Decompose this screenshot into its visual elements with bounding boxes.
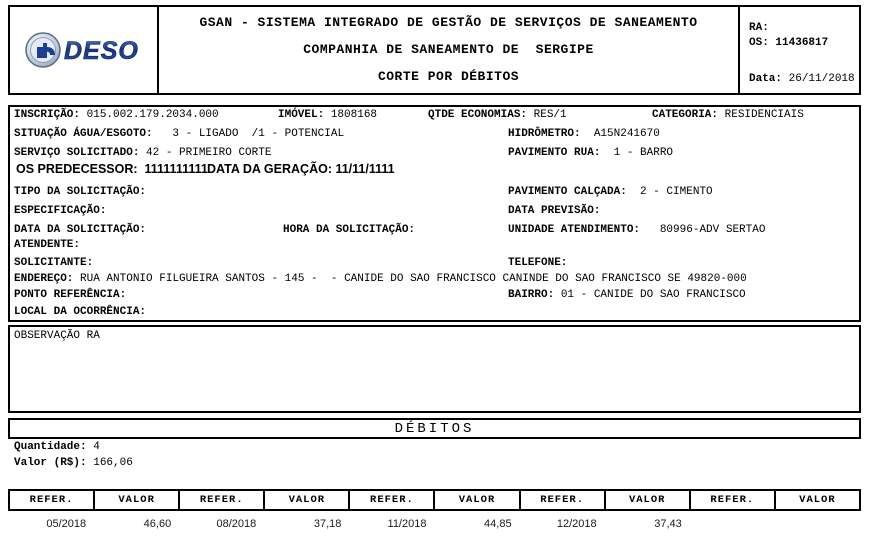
debitos-table-header-row bbox=[9, 490, 860, 510]
document-header bbox=[8, 5, 861, 95]
date-field bbox=[749, 72, 855, 87]
col-header-refer: REFER. bbox=[520, 490, 605, 510]
system-title: GSAN - SISTEMA INTEGRADO DE GESTÃO DE SERVIÇOS DE SANEAMENTO bbox=[199, 15, 698, 30]
os-label: OS: bbox=[749, 37, 769, 49]
cell-valor: 37,18 bbox=[313, 518, 342, 530]
field-data-solicitacao: DATA DA SOLICITAÇÃO: bbox=[14, 224, 147, 236]
col-header-valor: VALOR bbox=[94, 490, 179, 510]
os-field bbox=[749, 36, 855, 51]
debitos-table bbox=[8, 489, 861, 531]
field-especificacao: ESPECIFICAÇÃO: bbox=[14, 205, 107, 217]
os-value: 11436817 bbox=[768, 37, 829, 49]
debitos-section-header bbox=[8, 418, 861, 439]
col-header-valor: VALOR bbox=[434, 490, 519, 510]
col-header-valor: VALOR bbox=[775, 490, 860, 510]
col-header-refer: REFER. bbox=[349, 490, 434, 510]
field-hidrometro: HIDRÔMETRO: A15N241670 bbox=[508, 128, 660, 140]
col-header-valor: VALOR bbox=[264, 490, 349, 510]
logo-wordmark: DESO bbox=[63, 37, 139, 65]
field-qtde-economias: QTDE ECONOMIAS: RES/1 bbox=[428, 109, 567, 121]
header-titles bbox=[159, 7, 738, 93]
ra-field bbox=[749, 21, 855, 36]
field-data-geracao: DATA DA GERAÇÃO: 11/11/1111 bbox=[207, 162, 395, 176]
col-header-refer: REFER. bbox=[690, 490, 775, 510]
cell-refer: 08/2018 bbox=[216, 518, 257, 530]
date-label: Data: bbox=[749, 73, 783, 85]
deso-logo bbox=[10, 7, 159, 93]
observacao-ra-box bbox=[8, 325, 861, 413]
col-header-refer: REFER. bbox=[9, 490, 94, 510]
field-ponto-referencia: PONTO REFERÊNCIA: bbox=[14, 289, 127, 301]
field-telefone: TELEFONE: bbox=[508, 257, 568, 269]
field-imovel: IMÓVEL: 1808168 bbox=[278, 109, 378, 121]
field-valor-total: Valor (R$): 166,06 bbox=[14, 457, 133, 469]
field-tipo-solicitacao: TIPO DA SOLICITAÇÃO: bbox=[14, 186, 147, 198]
cell-valor: 37,43 bbox=[654, 518, 682, 530]
field-quantidade: Quantidade: 4 bbox=[14, 441, 100, 453]
field-situacao-agua-esgoto: SITUAÇÃO ÁGUA/ESGOTO: 3 - LIGADO /1 - POTENCIAL bbox=[14, 128, 345, 140]
field-servico-solicitado: SERVIÇO SOLICITADO: 42 - PRIMEIRO CORTE bbox=[14, 147, 272, 159]
field-atendente: ATENDENTE: bbox=[14, 239, 81, 251]
debitos-title: DÉBITOS bbox=[394, 420, 475, 437]
cell-refer: 11/2018 bbox=[387, 518, 427, 530]
col-header-refer: REFER. bbox=[179, 490, 264, 510]
field-solicitante: SOLICITANTE: bbox=[14, 257, 94, 269]
deso-logo-image bbox=[22, 27, 146, 73]
cell-valor: 44,85 bbox=[484, 518, 512, 530]
field-hora-solicitacao: HORA DA SOLICITAÇÃO: bbox=[283, 224, 416, 236]
document-title: CORTE POR DÉBITOS bbox=[377, 69, 520, 84]
cell-refer: 05/2018 bbox=[46, 518, 87, 530]
header-order-info bbox=[738, 7, 859, 93]
debitos-table-data-row bbox=[9, 510, 860, 531]
ra-label: RA: bbox=[749, 22, 769, 34]
observacao-ra-label: OBSERVAÇÃO RA bbox=[14, 330, 100, 342]
field-local-ocorrencia: LOCAL DA OCORRÊNCIA: bbox=[14, 306, 147, 318]
col-header-valor: VALOR bbox=[605, 490, 690, 510]
field-inscricao: INSCRIÇÃO: 015.002.179.2034.000 bbox=[14, 109, 219, 121]
field-os-predecessor: OS PREDECESSOR: 1111111111 bbox=[16, 162, 208, 176]
field-pavimento-rua: PAVIMENTO RUA: 1 - BARRO bbox=[508, 147, 674, 159]
date-value: 26/11/2018 bbox=[782, 73, 855, 85]
field-unidade-atendimento: UNIDADE ATENDIMENTO: 80996-ADV SERTAO bbox=[508, 224, 766, 236]
field-endereco: ENDEREÇO: RUA ANTONIO FILGUEIRA SANTOS - 145 - - CANIDE DO SAO FRANCISCO CANINDE DO SAO FRANCISCO SE 49820-000 bbox=[14, 273, 747, 285]
field-bairro: BAIRRO: 01 - CANIDE DO SAO FRANCISCO bbox=[508, 289, 746, 301]
field-data-previsao: DATA PREVISÃO: bbox=[508, 205, 601, 217]
cell-valor bbox=[775, 510, 860, 531]
cell-refer bbox=[690, 510, 775, 531]
cell-refer: 12/2018 bbox=[556, 518, 597, 530]
company-title: COMPANHIA DE SANEAMENTO DE SERGIPE bbox=[303, 42, 594, 57]
field-categoria: CATEGORIA: RESIDENCIAIS bbox=[652, 109, 804, 121]
field-pavimento-calcada: PAVIMENTO CALÇADA: 2 - CIMENTO bbox=[508, 186, 713, 198]
cell-valor: 46,60 bbox=[143, 518, 172, 530]
